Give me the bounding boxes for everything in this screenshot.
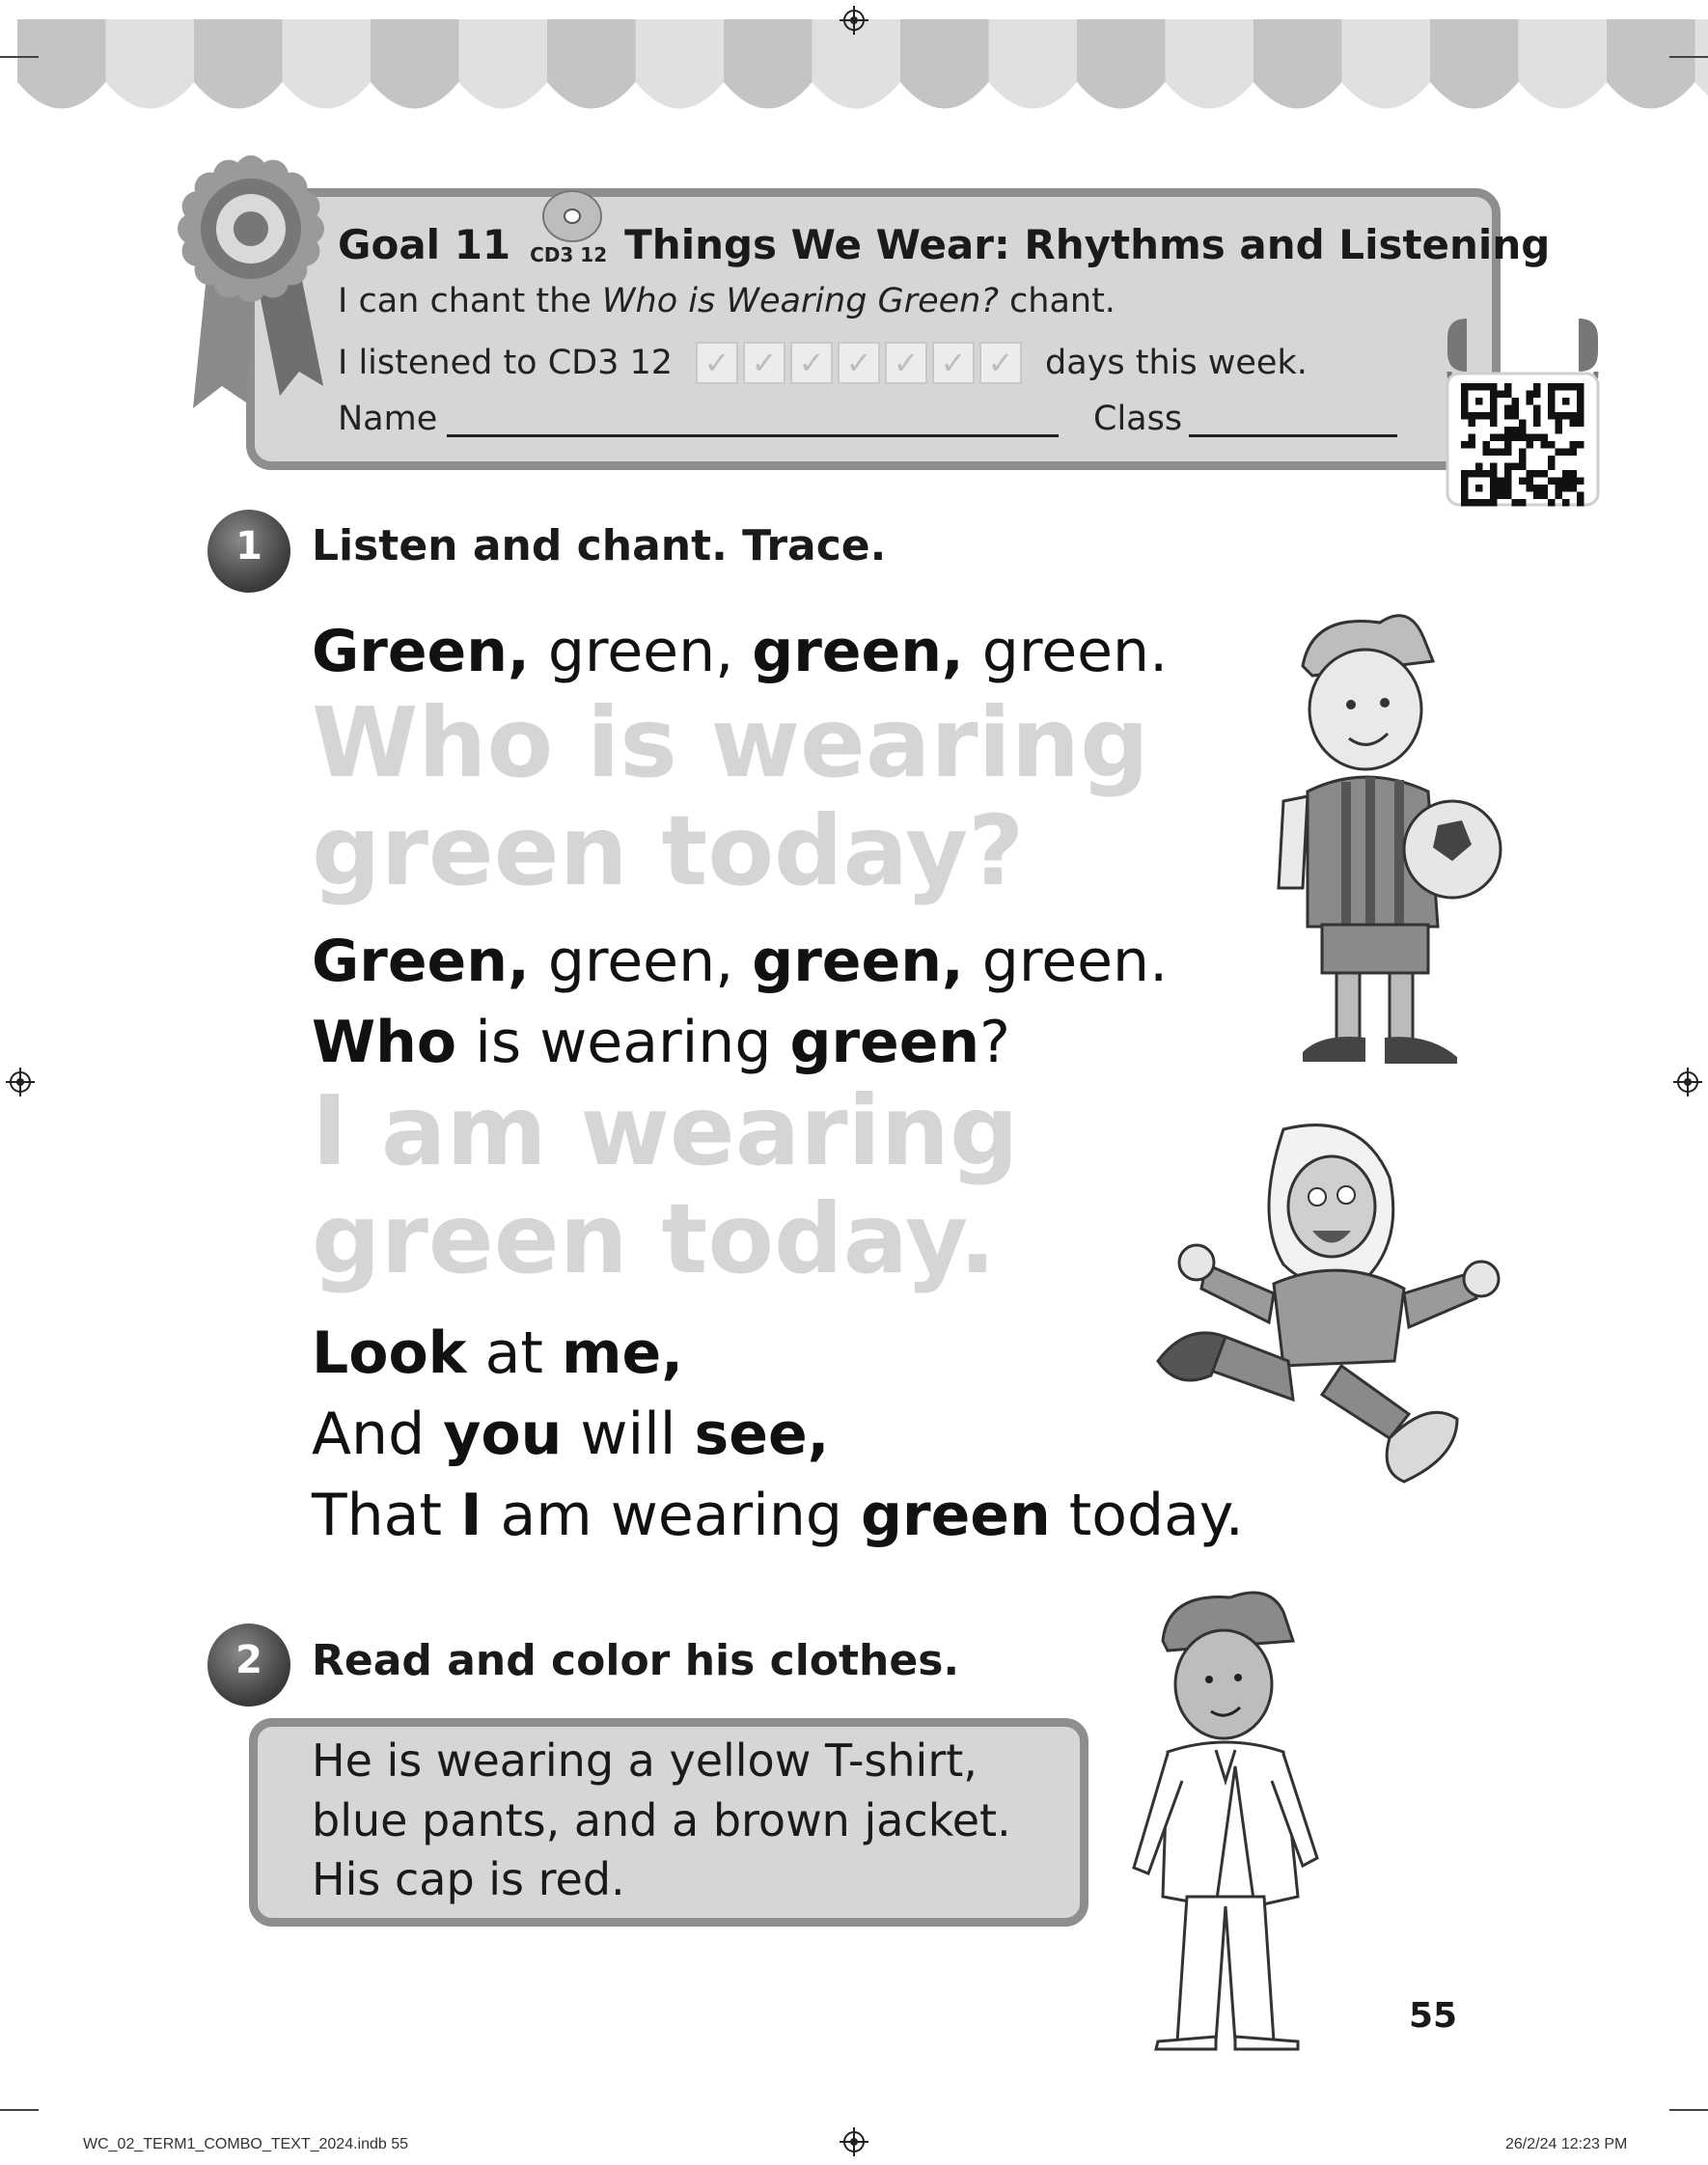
exercise-1-number: 1 bbox=[207, 510, 290, 593]
chant-word: green, bbox=[752, 928, 964, 995]
boy-to-color-illustration[interactable] bbox=[1110, 1588, 1351, 2051]
name-field[interactable] bbox=[447, 434, 1059, 437]
chant-word: green. bbox=[981, 928, 1169, 995]
chant-word: green, bbox=[547, 928, 734, 995]
goal-can-line bbox=[338, 282, 1116, 320]
trace-line[interactable]: I am wearing bbox=[312, 1074, 1019, 1187]
crop-mark bbox=[0, 56, 39, 58]
chant-word: Look bbox=[312, 1319, 467, 1387]
page-number: 55 bbox=[1409, 1996, 1458, 2036]
exercise-2-instruction: Read and color his clothes. bbox=[312, 1636, 960, 1685]
chant-word: green. bbox=[981, 618, 1169, 685]
chant-word: see, bbox=[694, 1401, 830, 1468]
goal-rosette-icon bbox=[164, 150, 338, 410]
cd-icon bbox=[524, 197, 611, 268]
chant-word: green bbox=[861, 1482, 1051, 1549]
goal-number: Goal 11 bbox=[338, 221, 511, 268]
read-text-line: blue pants, and a brown jacket. bbox=[312, 1794, 1011, 1846]
listening-checkboxes bbox=[696, 342, 1022, 384]
chant-and-line bbox=[312, 1401, 830, 1468]
crop-mark bbox=[0, 2109, 39, 2111]
class-field[interactable] bbox=[1189, 434, 1397, 437]
chant-word: I bbox=[460, 1482, 482, 1549]
footer-date: 26/2/24 12:23 PM bbox=[1505, 2136, 1628, 2152]
name-label: Name bbox=[338, 400, 438, 438]
chant-word: Green, bbox=[312, 928, 530, 995]
chant-verse-2 bbox=[312, 928, 1169, 995]
trace-line[interactable]: green today. bbox=[312, 1182, 997, 1295]
chant-word: is wearing bbox=[475, 1009, 772, 1076]
goal-listened-line bbox=[338, 342, 1308, 384]
crop-mark bbox=[1669, 2109, 1708, 2111]
listened-suffix: days this week. bbox=[1045, 344, 1308, 382]
trace-line[interactable]: Who is wearing bbox=[312, 686, 1149, 799]
registration-mark-icon bbox=[840, 6, 868, 35]
chant-word: am wearing bbox=[500, 1482, 842, 1549]
chant-word: green bbox=[789, 1009, 980, 1076]
chant-word: Who bbox=[312, 1009, 457, 1076]
can-line-prefix: I can chant the bbox=[338, 282, 602, 320]
can-line-suffix: chant. bbox=[998, 282, 1116, 320]
listened-prefix: I listened to CD3 12 bbox=[338, 344, 674, 382]
chant-word: you bbox=[443, 1401, 563, 1468]
goal-title: Things We Wear: Rhythms and Listening bbox=[624, 221, 1551, 268]
class-label: Class bbox=[1093, 400, 1183, 438]
crop-mark bbox=[1669, 56, 1708, 58]
read-text-line: His cap is red. bbox=[312, 1853, 625, 1905]
chant-word: today. bbox=[1068, 1482, 1244, 1549]
chant-word: And bbox=[312, 1401, 426, 1468]
day-checkbox[interactable]: ✓ bbox=[743, 342, 785, 384]
chant-word: green, bbox=[547, 618, 734, 685]
chant-word: green, bbox=[752, 618, 964, 685]
day-checkbox[interactable]: ✓ bbox=[790, 342, 833, 384]
day-checkbox[interactable]: ✓ bbox=[885, 342, 927, 384]
exercise-2-number: 2 bbox=[207, 1624, 290, 1707]
registration-mark-icon bbox=[1673, 1068, 1702, 1096]
chant-word: That bbox=[312, 1482, 442, 1549]
registration-mark-icon bbox=[6, 1068, 35, 1096]
chant-word: will bbox=[580, 1401, 676, 1468]
exercise-1-instruction: Listen and chant. Trace. bbox=[312, 521, 887, 570]
chant-word: ? bbox=[979, 1009, 1010, 1076]
footer-file: WC_02_TERM1_COMBO_TEXT_2024.indb 55 bbox=[83, 2136, 409, 2152]
chant-that-line bbox=[312, 1482, 1244, 1549]
can-line-chant-title: Who is Wearing Green? bbox=[601, 282, 999, 320]
read-text-line: He is wearing a yellow T-shirt, bbox=[312, 1735, 978, 1787]
day-checkbox[interactable]: ✓ bbox=[838, 342, 880, 384]
boy-with-ball-illustration bbox=[1264, 608, 1515, 1081]
cd-track-label: CD3 12 bbox=[530, 243, 608, 266]
day-checkbox[interactable]: ✓ bbox=[979, 342, 1022, 384]
chant-word: Green, bbox=[312, 618, 530, 685]
day-checkbox[interactable]: ✓ bbox=[932, 342, 975, 384]
girl-running-illustration bbox=[1148, 1120, 1515, 1496]
chant-question bbox=[312, 1009, 1010, 1076]
chant-word: at bbox=[484, 1319, 543, 1387]
chant-word: me, bbox=[562, 1319, 684, 1387]
trace-line[interactable]: green today? bbox=[312, 794, 1025, 907]
registration-mark-icon bbox=[840, 2127, 868, 2156]
day-checkbox[interactable]: ✓ bbox=[696, 342, 738, 384]
goal-title-row bbox=[338, 214, 1550, 268]
audio-qr-icon bbox=[1426, 314, 1619, 507]
chant-verse-1 bbox=[312, 618, 1169, 685]
chant-look-line bbox=[312, 1319, 684, 1387]
